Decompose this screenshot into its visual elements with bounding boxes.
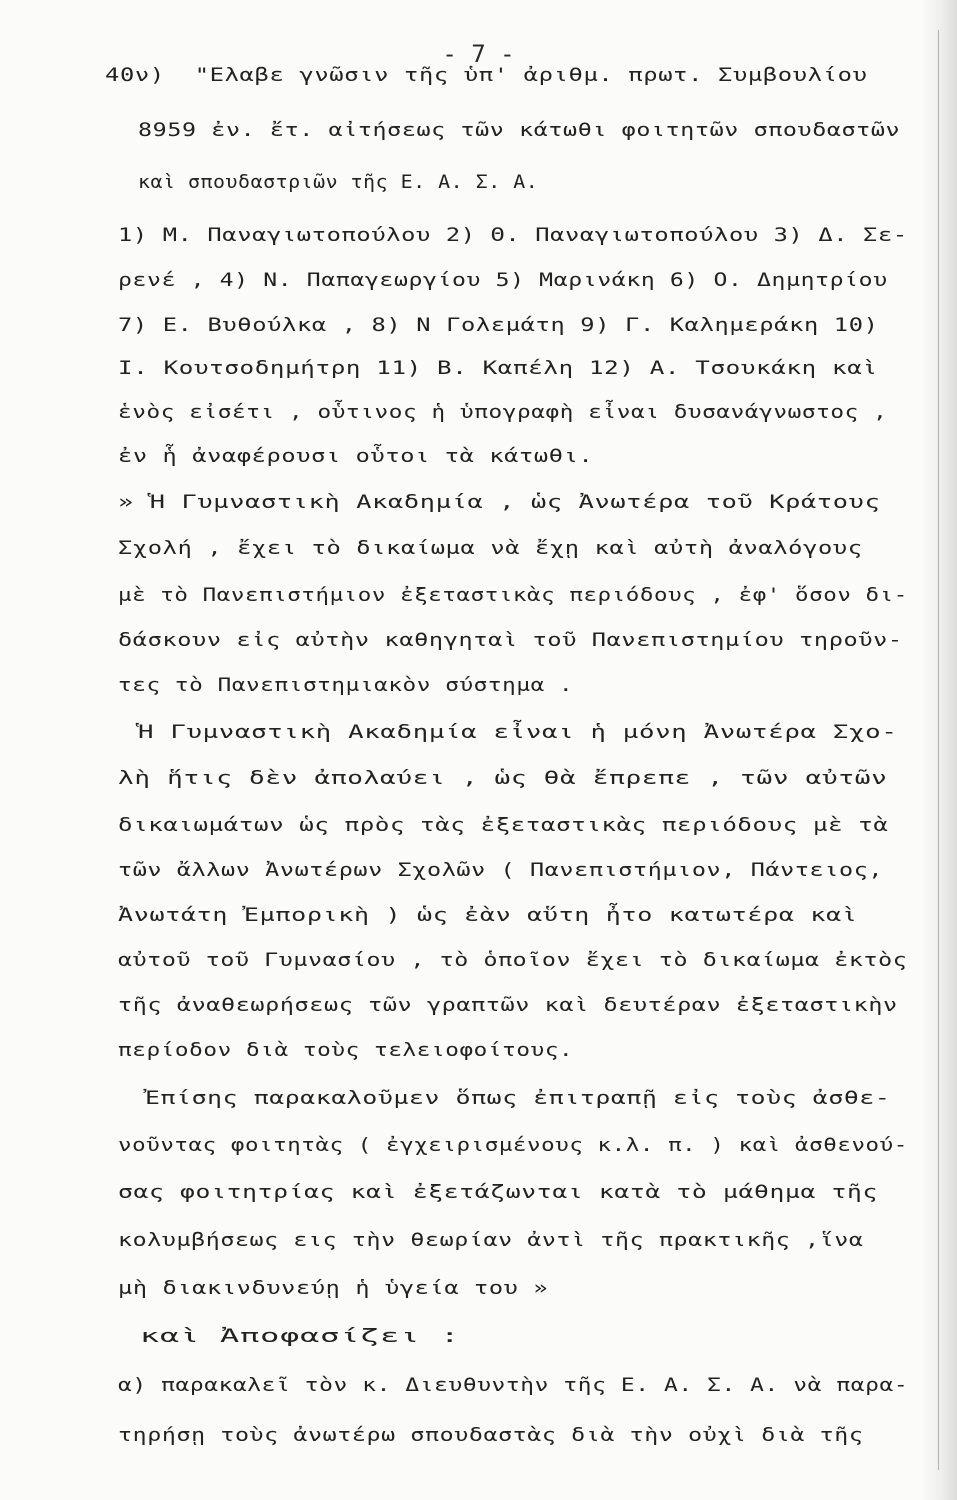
text-line: ἑνὸς εἰσέτι , οὗτινος ἡ ὑπογραφὴ εἶναι δυσανάγνωστος , (118, 402, 888, 423)
text-line: 1) Μ. Παναγιωτοπούλου 2) Θ. Παναγιωτοπούλου 3) Δ. Σε- (118, 225, 908, 246)
text-line: αὐτοῦ τοῦ Γυμνασίου , τὸ ὁποῖον ἔχει τὸ δικαίωμα ἐκτὸς (118, 950, 908, 971)
text-line: λὴ ἥτις δὲν ἀπολαύει , ὡς θὰ ἔπρεπε , τῶν αὐτῶν (118, 768, 888, 789)
text-line: Ἡ Γυμναστικὴ Ακαδημία εἶναι ἡ μόνη Ἀνωτέρα Σχο- (138, 722, 898, 743)
text-line: 8959 ἐν. ἔτ. αἰτήσεως τῶν κάτωθι φοιτητῶν σπουδαστῶν (138, 120, 901, 141)
text-line: σας φοιτητρίας καὶ ἐξετάζωνται κατὰ τὸ μάθημα τῆς (118, 1182, 879, 1203)
page-edge-line (938, 30, 939, 1470)
text-line: περίοδον διὰ τοὺς τελειοφοίτους. (118, 1040, 574, 1061)
text-line: τες τὸ Πανεπιστημιακὸν σύστημα . (118, 675, 574, 696)
text-line: μὴ διακινδυνεύῃ ἡ ὑγεία του » (118, 1278, 549, 1299)
page-number: - 7 - (442, 40, 515, 68)
text-line: μὲ τὸ Πανεπιστήμιον ἐξεταστικὰς περιόδους , ἐφ' ὅσον δι- (118, 585, 908, 606)
text-line: α) παρακαλεῖ τὸν κ. Διευθυντὴν τῆς Ε. Α. Σ. Α. νὰ παρα- (118, 1375, 909, 1396)
text-line: δικαιωμάτων ὡς πρὸς τὰς ἐξεταστικὰς περιόδους μὲ τὰ (118, 815, 889, 836)
text-line: τῆς ἀναθεωρήσεως τῶν γραπτῶν καὶ δευτέραν ἐξεταστικὴν (118, 995, 898, 1016)
text-line: τῶν ἄλλων Ἀνωτέρων Σχολῶν ( Πανεπιστήμιον, Πάντειος, (118, 860, 884, 881)
text-line: δάσκουν εἰς αὐτὴν καθηγηταὶ τοῦ Πανεπιστημίου τηροῦν- (118, 630, 903, 651)
text-line: Ἐπίσης παρακαλοῦμεν ὅπως ἐπιτραπῇ εἰς τοὺς ἀσθε- (145, 1088, 891, 1109)
page-edge-shadow (921, 0, 957, 1500)
text-line: ρενέ , 4) Ν. Παπαγεωργίου 5) Μαρινάκη 6) Ο. Δημητρίου (118, 270, 888, 291)
text-line: καὶ Ἀποφασίζει : (140, 1326, 461, 1347)
text-line: κολυμβήσεως εις τὴν θεωρίαν ἀντὶ τῆς πρακτικῆς ,ἵνα (118, 1230, 864, 1251)
text-line: τηρήσῃ τοὺς ἀνωτέρω σπουδαστὰς διὰ τὴν οὐχὶ διὰ τῆς (118, 1425, 864, 1446)
text-line: 7) Ε. Βυθούλκα , 8) Ν Γολεμάτη 9) Γ. Καλημεράκη 10) (118, 315, 879, 336)
text-line: ἐν ἧ ἀναφέρουσι οὗτοι τὰ κάτωθι. (118, 446, 594, 467)
text-line: » Ἡ Γυμναστικὴ Ακαδημία , ὡς Ἀνωτέρα τοῦ Κράτους (118, 492, 881, 513)
text-line: καὶ σπουδαστριῶν τῆς Ε. Α. Σ. Α. (138, 172, 539, 193)
text-line: 40ν) "Ελαβε γνῶσιν τῆς ὑπ' ἀριθμ. πρωτ. Συμβουλίου (105, 65, 868, 86)
text-line: Ἀνωτάτη Ἐμπορικὴ ) ὡς ἐὰν αὕτη ἦτο κατωτέρα καὶ (118, 905, 858, 926)
text-line: Ι. Κουτσοδημήτρη 11) Β. Καπέλη 12) Α. Τσουκάκη καὶ (118, 358, 878, 379)
text-line: Σχολή , ἔχει τὸ δικαίωμα νὰ ἔχῃ καὶ αὐτὴ ἀναλόγους (118, 538, 863, 559)
text-line: νοῦντας φοιτητὰς ( ἐγχειρισμένους κ.λ. π. ) καὶ ἀσθενού- (118, 1135, 908, 1156)
